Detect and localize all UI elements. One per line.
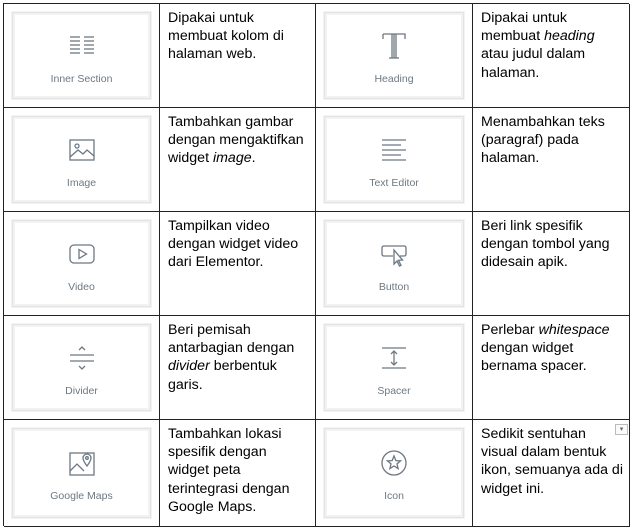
description-cell: [473, 420, 630, 527]
text-editor-icon: [377, 133, 411, 167]
widget-card-image[interactable]: [12, 116, 151, 203]
description-cell: [473, 4, 630, 108]
widget-description: [473, 4, 629, 82]
widget-card-spacer[interactable]: [324, 324, 464, 411]
description-text: Sedikit sentuhan visual dalam bentuk ikon, semuanya ada di widget ini.: [481, 426, 623, 497]
widget-label: Heading: [374, 72, 414, 85]
widget-description: [160, 108, 315, 168]
star-icon: [377, 446, 411, 480]
widget-cell: [316, 420, 473, 527]
description-text: Tambahkan lokasi spesifik dengan widget peta terintegrasi dengan Google Maps.: [168, 426, 290, 515]
description-text: Dipakai untuk membuat kolom di halaman web.: [168, 10, 284, 63]
divider-icon: [65, 341, 99, 375]
widget-card-video[interactable]: [12, 220, 151, 307]
video-icon: [65, 237, 99, 271]
widget-card-text-editor[interactable]: [324, 116, 464, 203]
image-icon: [65, 133, 99, 167]
description-cell: [160, 4, 316, 108]
widget-label: Image: [66, 176, 97, 189]
description-cell: [473, 212, 630, 316]
description-emphasis: whitespace: [538, 322, 610, 338]
widget-cell: [316, 212, 473, 316]
widget-card-icon[interactable]: [324, 428, 464, 518]
widget-card-divider[interactable]: [12, 324, 151, 411]
widget-card-inner-section[interactable]: [12, 12, 151, 99]
widget-cell: [316, 108, 473, 212]
widget-description: [473, 316, 629, 376]
widget-table: [3, 3, 629, 526]
widget-cell: [4, 316, 160, 420]
widget-label: Video: [68, 280, 95, 293]
widget-label: Button: [378, 280, 410, 293]
widget-card-google-maps[interactable]: [12, 428, 151, 518]
widget-card-heading[interactable]: [324, 12, 464, 99]
chevron-down-icon[interactable]: ▾: [615, 424, 628, 435]
description-text: Menambahkan teks (paragraf) pada halaman.: [481, 114, 605, 167]
widget-cell: [316, 4, 473, 108]
description-cell: [473, 108, 630, 212]
description-text: dengan widget bernama spacer.: [481, 340, 587, 375]
google-maps-icon: [65, 446, 99, 480]
widget-description: [473, 108, 629, 168]
widget-description: [160, 420, 315, 516]
description-emphasis: divider: [168, 358, 210, 375]
description-emphasis: image: [212, 150, 252, 167]
description-text: Perlebar: [481, 322, 539, 338]
description-cell: [160, 108, 316, 212]
widget-label: Divider: [65, 384, 98, 397]
heading-icon: [377, 29, 411, 63]
widget-description: [160, 4, 315, 64]
description-text: berbentuk garis.: [168, 358, 277, 393]
description-text: Beri pemisah antarbagian dengan: [168, 322, 295, 357]
button-icon: [377, 237, 411, 271]
widget-label: Text Editor: [369, 176, 419, 189]
widget-description: [160, 316, 315, 394]
widget-description: [473, 212, 629, 272]
description-text: Dipakai untuk membuat: [481, 10, 567, 45]
widget-cell: [4, 108, 160, 212]
description-cell: [160, 420, 316, 527]
widget-description: [473, 420, 629, 498]
description-text: Tampilkan video dengan widget video dari Elementor.: [168, 218, 299, 271]
description-text: atau judul dalam halaman.: [481, 46, 586, 81]
inner-section-icon: [65, 29, 99, 63]
description-text: Beri link spesifik dengan tombol yang didesain apik.: [481, 218, 610, 271]
description-text: Tambahkan gambar dengan mengaktifkan widget: [168, 114, 304, 167]
widget-label: Icon: [384, 490, 404, 502]
widget-cell: [4, 212, 160, 316]
description-cell: [473, 316, 630, 420]
widget-cell: [4, 4, 160, 108]
widget-description: [160, 212, 315, 272]
description-cell: [160, 316, 316, 420]
description-emphasis: heading: [544, 28, 595, 45]
widget-cell: [4, 420, 160, 527]
description-text: .: [251, 150, 256, 167]
widget-label: Inner Section: [50, 72, 113, 85]
widget-label: Spacer: [377, 384, 411, 397]
description-cell: [160, 212, 316, 316]
spacer-icon: [377, 341, 411, 375]
widget-card-button[interactable]: [324, 220, 464, 307]
widget-cell: [316, 316, 473, 420]
widget-label: Google Maps: [50, 490, 113, 502]
